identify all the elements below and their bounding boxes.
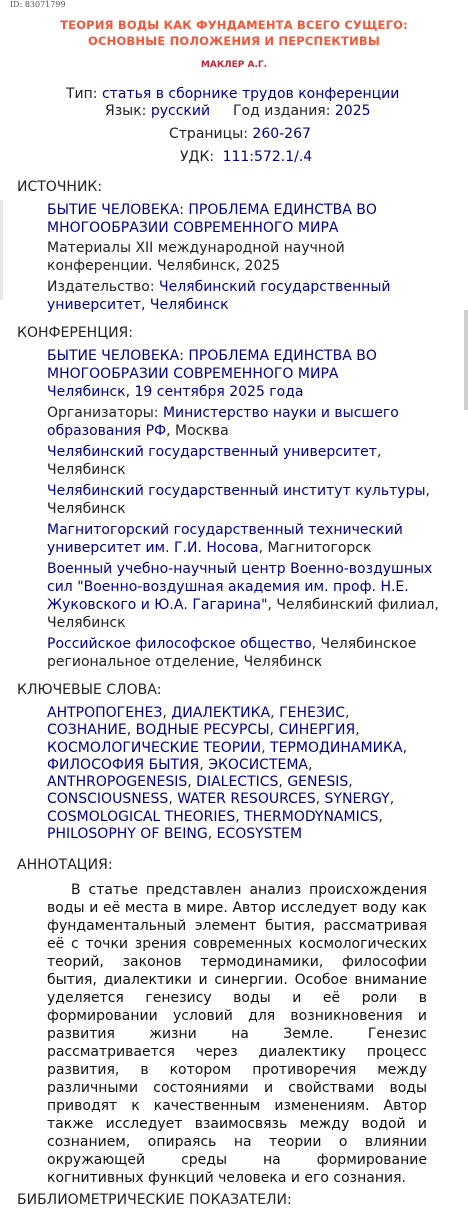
keyword-link[interactable]: DIALECTICS xyxy=(196,774,279,791)
keyword-link[interactable]: ФИЛОСОФИЯ БЫТИЯ xyxy=(47,756,200,773)
keyword-link[interactable]: ТЕРМОДИНАМИКА xyxy=(270,739,403,756)
keyword-separator: , xyxy=(345,705,350,721)
publisher-link[interactable]: Челябинский государственный университет, Челябинск xyxy=(47,279,391,313)
keyword-separator: , xyxy=(270,705,280,721)
keyword-separator: , xyxy=(162,705,172,721)
organizer-city-5: , Челябинский филиал, Челябинск xyxy=(47,597,439,631)
keyword-separator: , xyxy=(315,791,325,808)
keyword-separator: , xyxy=(235,808,245,825)
keyword-separator: , xyxy=(187,774,197,791)
keyword-separator: , xyxy=(402,739,408,756)
article-title: ТЕОРИЯ ВОДЫ КАК ФУНДАМЕНТА ВСЕГО СУЩЕГО: ОСНОВНЫЕ ПОЛОЖЕНИЯ И ПЕРСПЕКТИВЫ xyxy=(60,18,408,48)
keyword-separator: , xyxy=(378,808,383,825)
left-divider-bar xyxy=(0,200,3,300)
right-scrollbar-track[interactable] xyxy=(464,310,468,410)
abstract-heading: АННОТАЦИЯ: xyxy=(17,857,113,873)
type-value: статья в сборнике трудов конференции xyxy=(101,86,400,102)
organizers-label: Организаторы: xyxy=(47,405,159,421)
organizer-link-5[interactable]: Военный учебно-научный центр Военно-воздушных сил "Военно-воздушная академия им. проф. Н.Е. Жуковского и Ю.А. Гагарина" xyxy=(47,561,433,613)
record-id: ID: 83071799 xyxy=(10,0,66,9)
keyword-separator: , xyxy=(126,722,136,739)
organizer-city-1: , Москва xyxy=(166,423,229,439)
keyword-link[interactable]: PHILOSOPHY OF BEING xyxy=(47,826,208,843)
keyword-link[interactable]: ECOSYSTEM xyxy=(216,826,303,843)
meta-udk-row xyxy=(180,147,312,167)
keyword-separator: , xyxy=(207,826,217,843)
keyword-link[interactable]: КОСМОЛОГИЧЕСКИЕ ТЕОРИИ xyxy=(47,739,262,756)
keyword-link[interactable]: ВОДНЫЕ РЕСУРСЫ xyxy=(135,722,270,739)
meta-lang-row xyxy=(105,101,371,121)
organizer-city-4: , Магнитогорск xyxy=(258,540,372,556)
source-description: Материалы XII международной научной конференции. Челябинск, 2025 xyxy=(47,240,345,274)
author-link[interactable]: МАКЛЕР А.Г. xyxy=(200,60,268,70)
keyword-separator: , xyxy=(355,722,360,739)
keyword-separator: , xyxy=(261,739,271,756)
source-heading: ИСТОЧНИК: xyxy=(17,179,103,195)
pages-value: 260-267 xyxy=(252,126,311,142)
organizer-link-4[interactable]: Магнитогорский государственный технический университет им. Г.И. Носова xyxy=(47,522,403,556)
keyword-link[interactable]: ЭКОСИСТЕМА xyxy=(208,756,308,773)
keyword-link[interactable]: ДИАЛЕКТИКА xyxy=(171,705,271,721)
organizer-link-2[interactable]: Челябинский государственный университет xyxy=(47,444,377,460)
keywords-heading: КЛЮЧЕВЫЕ СЛОВА: xyxy=(17,682,162,698)
source-block xyxy=(47,201,447,314)
organizer-city-6: , Челябинское региональное отделение, Челябинск xyxy=(47,636,417,670)
keyword-separator: , xyxy=(308,756,313,773)
keyword-link[interactable]: СИНЕРГИЯ xyxy=(278,722,356,739)
keyword-separator: , xyxy=(278,774,288,791)
keyword-separator: , xyxy=(389,791,395,808)
type-label: Тип: xyxy=(66,86,98,102)
keyword-link[interactable]: CONSCIOUSNESS xyxy=(47,791,169,808)
lang-label: Язык: xyxy=(105,103,147,119)
keyword-separator: , xyxy=(168,791,178,808)
udk-label: УДК: xyxy=(180,149,215,165)
keyword-link[interactable]: ГЕНЕЗИС xyxy=(279,705,346,721)
author-name[interactable] xyxy=(0,60,468,70)
keyword-link[interactable]: АНТРОПОГЕНЕЗ xyxy=(47,705,163,721)
keyword-link[interactable]: ANTHROPOGENESIS xyxy=(47,774,188,791)
udk-value: 111:572.1/.4 xyxy=(222,149,313,165)
keyword-link[interactable]: COSMOLOGICAL THEORIES xyxy=(47,808,236,825)
keyword-link[interactable]: SYNERGY xyxy=(324,791,390,808)
organizer-link-1[interactable]: Министерство науки и высшего образования РФ xyxy=(47,405,399,439)
organizer-city-2: , Челябинск xyxy=(47,444,382,478)
lang-value: русский xyxy=(150,103,211,119)
meta-pages-row xyxy=(169,124,311,144)
organizer-link-3[interactable]: Челябинский государственный институт культуры xyxy=(47,483,426,499)
keyword-separator: , xyxy=(199,756,209,773)
conference-title-link[interactable]: БЫТИЕ ЧЕЛОВЕКА: ПРОБЛЕМА ЕДИНСТВА ВО МНОГООБРАЗИИ СОВРЕМЕННОГО МИРА xyxy=(47,348,377,382)
keyword-link[interactable]: GENESIS xyxy=(287,774,349,791)
publisher-label: Издательство: xyxy=(47,279,155,295)
keyword-separator: , xyxy=(348,774,353,791)
organizer-city-3: , Челябинск xyxy=(47,483,430,517)
keyword-separator: , xyxy=(269,722,279,739)
keyword-link[interactable]: СОЗНАНИЕ xyxy=(47,722,127,739)
keywords-list xyxy=(47,705,432,843)
conference-heading: КОНФЕРЕНЦИЯ: xyxy=(17,325,133,341)
bibliometrics-heading: БИБЛИОМЕТРИЧЕСКИЕ ПОКАЗАТЕЛИ: xyxy=(17,1192,292,1208)
pages-label: Страницы: xyxy=(169,126,248,142)
abstract-text: В статье представлен анализ происхождения воды и её места в мире. Автор исследует воду как фундаментальный элемент бытия, рассматривая её с точки зрения современных космологических теорий, законов термодинамики, философии бытия, диалектики и синергии. Особое внимание уделяется генезису воды и её роли в формировании условий для возникновения и развития жизни на Земле. Генезис рассматривается через диалектику процесс развития, в котором противоречия между различными состояниями и свойствами воды приводят к качественным изменениям. Автор также исследует взаимосвязь между водой и сознанием, опираясь на теории о влиянии окружающей среды на формирование когнитивных функций человека и его сознания. xyxy=(47,882,427,1186)
keyword-link[interactable]: WATER RESOURCES xyxy=(177,791,316,808)
source-title-link[interactable]: БЫТИЕ ЧЕЛОВЕКА: ПРОБЛЕМА ЕДИНСТВА ВО МНОГООБРАЗИИ СОВРЕМЕННОГО МИРА xyxy=(47,202,377,236)
conference-place-date: Челябинск, 19 сентября 2025 года xyxy=(47,384,304,400)
year-value: 2025 xyxy=(334,103,371,119)
organizer-link-6[interactable]: Российское философское общество xyxy=(47,636,312,652)
conference-block xyxy=(47,347,447,671)
year-label: Год издания: xyxy=(233,103,331,119)
keyword-link[interactable]: THERMODYNAMICS xyxy=(244,808,379,825)
